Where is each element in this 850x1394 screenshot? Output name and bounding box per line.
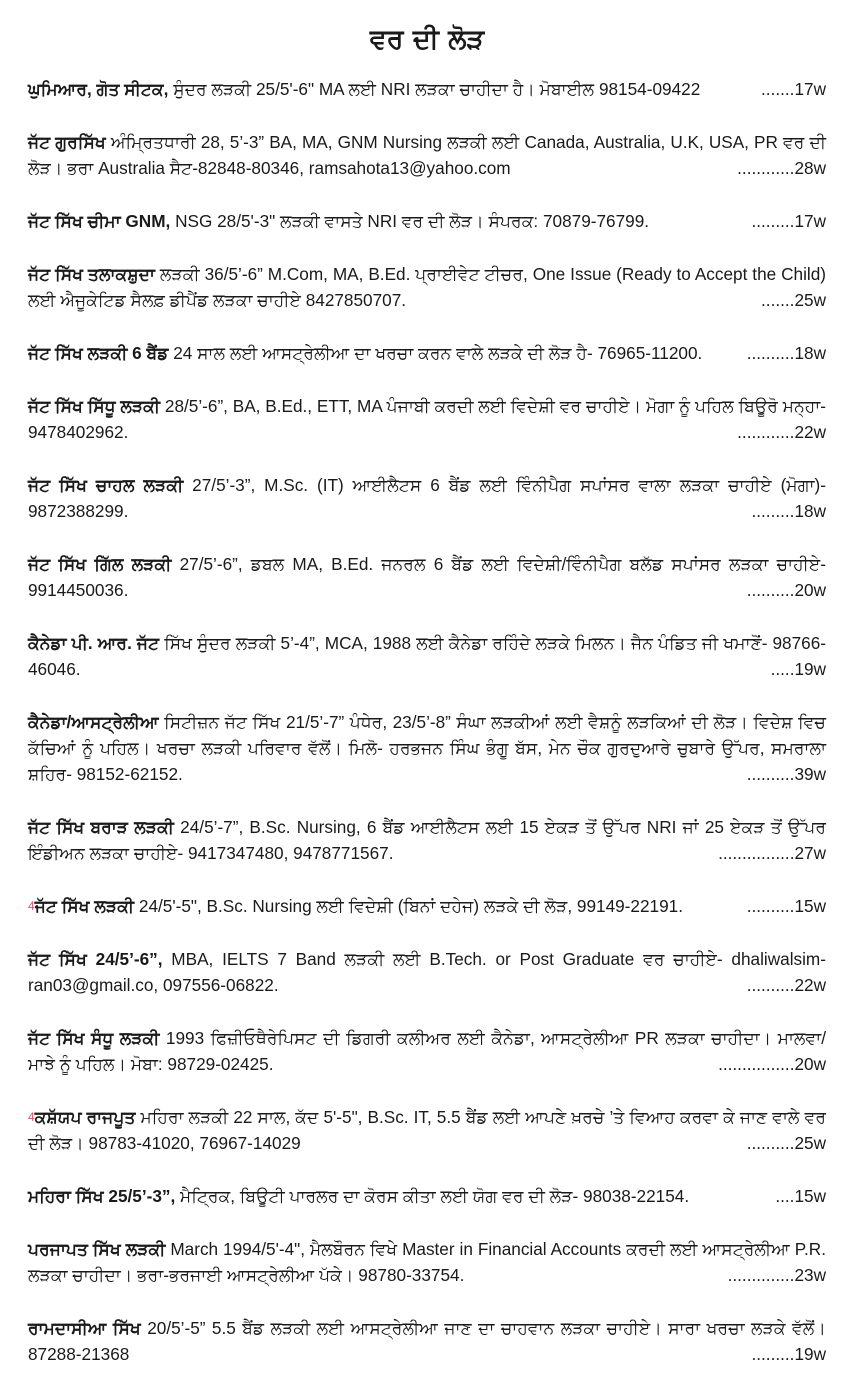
ad-text: ਅੰਮ੍ਰਿਤਧਾਰੀ 28, 5’-3” BA, MA, GNM Nursing ਲੜਕੀ ਲਈ Canada, Australia, U.K, USA, PR ਵਰ ਦੀ ਲੋੜ। ਭਰਾ Australia ਸੈਟ-82848-80346, ramsahota13@yahoo.com [28, 132, 826, 178]
ad-heading: ਕੈਨੇਡਾ ਪੀ. ਆਰ. ਜੱਟ [28, 633, 160, 653]
ad-item [28, 551, 826, 603]
ad-text: 28/5’-6”, BA, B.Ed., ETT, MA ਪੰਜਾਬੀ ਕਰਦੀ ਲਈ ਵਿਦੇਸ਼ੀ ਵਰ ਚਾਹੀਏ। ਮੋਗਾ ਨੂੰ ਪਹਿਲ ਬਿਊਰੋ ਮਨ੍ਹਾ- 9478402962. [28, 396, 826, 442]
ad-heading: ਜੱਟ ਸਿੱਖ ਗਿੱਲ ਲੜਕੀ [28, 554, 172, 574]
ad-text: NSG 28/5'-3" ਲੜਕੀ ਵਾਸਤੇ NRI ਵਰ ਦੀ ਲੋੜ। ਸੰਪਰਕ: 70879-76799. [170, 211, 650, 231]
ad-heading: ਜੱਟ ਸਿੱਖ ਲੜਕੀ [34, 896, 135, 916]
ad-reference: ............22w [737, 422, 826, 442]
ad-reference: .........19w [751, 1344, 826, 1364]
ad-text: MBA, IELTS 7 Band ਲੜਕੀ ਲਈ B.Tech. or Post Graduate ਵਰ ਚਾਹੀਏ- dhaliwalsim-ran03@gmail.co, 097556-06822. [28, 949, 826, 995]
ad-text: 1993 ਫਿਜ਼ੀਓਥੈਰੇਪਿਸਟ ਦੀ ਡਿਗਰੀ ਕਲੀਅਰ ਲਈ ਕੈਨੇਡਾ, ਆਸਟ੍ਰੇਲੀਆ PR ਲੜਕਾ ਚਾਹੀਦਾ। ਮਾਲਵਾ/ਮਾਝੇ ਨੂੰ ਪਹਿਲ। ਮੋਬਾ: 98729-02425. [28, 1028, 826, 1074]
ad-item [28, 472, 826, 524]
ad-reference: ..........15w [746, 896, 826, 916]
ad-text: March 1994/5'-4", ਮੈਲਬੌਰਨ ਵਿਖੇ Master in Financial Accounts ਕਰਦੀ ਲਈ ਆਸਟ੍ਰੇਲੀਆ P.R. ਲੜਕਾ ਚਾਹੀਦਾ। ਭਰਾ-ਭਰਜਾਈ ਆਸਟ੍ਰੇਲੀਆ ਪੱਕੇ। 98780-33754. [28, 1239, 826, 1285]
ad-reference: .......25w [761, 290, 826, 310]
ad-reference: ................20w [718, 1054, 826, 1074]
ad-reference: ............28w [737, 158, 826, 178]
ad-reference: ..............23w [727, 1265, 826, 1285]
ad-heading: ਜੱਟ ਸਿੱਖ ਤਲਾਕਸ਼ੁਦਾ [28, 264, 155, 284]
ad-reference: .........17w [751, 211, 826, 231]
ad-heading: ਜੱਟ ਸਿੱਖ ਸਿੱਧੂ ਲੜਕੀ [28, 396, 161, 416]
ad-text: ਸਿਟੀਜ਼ਨ ਜੱਟ ਸਿੱਖ 21/5’-7” ਪੰਧੇਰ, 23/5’-8” ਸੰਘਾ ਲੜਕੀਆਂ ਲਈ ਵੈਸ਼ਨੂੰ ਲੜਕਿਆਂ ਦੀ ਲੋੜ। ਵਿਦੇਸ਼ ਵਿਚ ਕੱਚਿਆਂ ਨੂੰ ਪਹਿਲ। ਖਰਚਾ ਲੜਕੀ ਪਰਿਵਾਰ ਵੱਲੋਂ। ਮਿਲੋ- ਹਰਭਜਨ ਸਿੰਘ ਭੰਗੂ ਬੱਸ, ਮੇਨ ਚੌਕ ਗੁਰਦੁਆਰੇ ਚੁਬਾਰੇ ਉੱਪਰ, ਸਮਰਾਲਾ ਸ਼ਹਿਰ- 98152-62152. [28, 712, 826, 784]
ad-text: 24/5’-7”, B.Sc. Nursing, 6 ਬੈਂਡ ਆਈਲੈਟਸ ਲਈ 15 ਏਕੜ ਤੋਂ ਉੱਪਰ NRI ਜਾਂ 25 ਏਕੜ ਤੋਂ ਉੱਪਰ ਇੰਡੀਅਨ ਲੜਕਾ ਚਾਹੀਏ- 9417347480, 9478771567. [28, 817, 827, 863]
ad-item [28, 340, 826, 366]
ad-text: ਸਿੱਖ ਸੁੰਦਰ ਲੜਕੀ 5’-4”, MCA, 1988 ਲਈ ਕੈਨੇਡਾ ਰਹਿੰਦੇ ਲੜਕੇ ਮਿਲਨ। ਜੈਨ ਪੰਡਿਤ ਜੀ ਖਮਾਣੋਂ- 98766-46046. [28, 633, 826, 679]
ad-heading: ਜੱਟ ਗੁਰਸਿੱਖ [28, 132, 106, 152]
ad-heading: ਜੱਟ ਸਿੱਖ ਚਾਹਲ ਲੜਕੀ [28, 475, 184, 495]
ad-heading: ਜੱਟ ਸਿੱਖ ਚੀਮਾ GNM, [28, 211, 171, 231]
ad-text: 27/5’-6”, ਡਬਲ MA, B.Ed. ਜਨਰਲ 6 ਬੈਂਡ ਲਈ ਵਿਦੇਸ਼ੀ/ਵਿੰਨੀਪੈਗ ਬਲੱਡ ਸਪਾਂਸਰ ਲੜਕਾ ਚਾਹੀਏ- 9914450036. [28, 554, 826, 600]
ad-marker: 4 [28, 1110, 35, 1124]
ad-heading: ਜੱਟ ਸਿੱਖ ਸੰਧੂ ਲੜਕੀ [28, 1028, 160, 1048]
ad-item [28, 814, 826, 866]
ad-text: 24/5'-5", B.Sc. Nursing ਲਈ ਵਿਦੇਸ਼ੀ (ਬਿਨਾਂ ਦਹੇਜ) ਲੜਕੇ ਦੀ ਲੋੜ, 99149-22191. [134, 896, 683, 916]
ad-text: 20/5’-5” 5.5 ਬੈਂਡ ਲੜਕੀ ਲਈ ਆਸਟ੍ਰੇਲੀਆ ਜਾਣ ਦਾ ਚਾਹਵਾਨ ਲੜਕਾ ਚਾਹੀਏ। ਸਾਰਾ ਖਰਚਾ ਲੜਕੇ ਵੱਲੋਂ। 87288-21368 [28, 1318, 826, 1364]
ad-item [28, 709, 826, 787]
ad-heading: ਕੈਨੇਡਾ/ਆਸਟ੍ਰੇਲੀਆ [28, 712, 159, 732]
ad-heading: ਜੱਟ ਸਿੱਖ 24/5’-6”, [28, 949, 163, 969]
ad-item [28, 76, 826, 102]
ad-item [28, 393, 826, 445]
ad-item [28, 1183, 826, 1209]
ad-text: ਮਹਿਰਾ ਲੜਕੀ 22 ਸਾਲ, ਕੱਦ 5'-5", B.Sc. IT, 5.5 ਬੈਂਡ ਲਈ ਆਪਣੇ ਖ਼ਰਚੇ ’ਤੇ ਵਿਆਹ ਕਰਵਾ ਕੇ ਜਾਣ ਵਾਲੇ ਵਰ ਦੀ ਲੋੜ। 98783-41020, 76967-14029 [28, 1107, 827, 1153]
ad-reference: ..........18w [746, 343, 826, 363]
ad-reference: ................27w [718, 843, 826, 863]
ad-reference: ..........20w [746, 580, 826, 600]
ad-reference: ....15w [775, 1186, 826, 1206]
ad-text: 27/5’-3”, M.Sc. (IT) ਆਈਲੈਟਸ 6 ਬੈਂਡ ਲਈ ਵਿੰਨੀਪੈਗ ਸਪਾਂਸਰ ਵਾਲਾ ਲੜਕਾ ਚਾਹੀਏ (ਮੋਗਾ)- 9872388299. [28, 475, 827, 521]
ad-reference: ..........22w [746, 975, 826, 995]
ad-item [28, 261, 826, 313]
ad-reference: .......17w [761, 79, 826, 99]
page-title: ਵਰ ਦੀ ਲੋੜ [369, 24, 485, 55]
ad-item [28, 1104, 826, 1156]
ad-heading: ਕਸ਼ੱਯਪ ਰਾਜਪੂਤ [34, 1107, 136, 1127]
ad-reference: ..........39w [746, 764, 826, 784]
ad-heading: ਘੁਮਿਆਰ, ਗੋਤ ਸੀਟਕ, [28, 79, 169, 99]
ad-heading: ਮਹਿਰਾ ਸਿੱਖ 25/5’-3”, [28, 1186, 176, 1206]
ad-item [28, 129, 826, 181]
ad-item [28, 208, 826, 234]
ad-item [28, 630, 826, 682]
ad-heading: ਰਾਮਦਾਸੀਆ ਸਿੱਖ [28, 1318, 141, 1338]
ad-text: 24 ਸਾਲ ਲਈ ਆਸਟ੍ਰੇਲੀਆ ਦਾ ਖਰਚਾ ਕਰਨ ਵਾਲੇ ਲੜਕੇ ਦੀ ਲੋੜ ਹੈ- 76965-11200. [168, 343, 703, 363]
ad-heading: ਜੱਟ ਸਿੱਖ ਲੜਕੀ 6 ਬੈਂਡ [28, 343, 169, 363]
ad-heading: ਜੱਟ ਸਿੱਖ ਬਰਾੜ ਲੜਕੀ [28, 817, 174, 837]
ad-text: ਮੈਟ੍ਰਿਕ, ਬਿਊਟੀ ਪਾਰਲਰ ਦਾ ਕੋਰਸ ਕੀਤਾ ਲਈ ਯੋਗ ਵਰ ਦੀ ਲੋੜ- 98038-22154. [175, 1186, 690, 1206]
ad-item [28, 1315, 826, 1367]
ad-item [28, 946, 826, 998]
ad-text: ਸੁੰਦਰ ਲੜਕੀ 25/5'-6" MA ਲਈ NRI ਲੜਕਾ ਚਾਹੀਦਾ ਹੈ। ਮੋਬਾਈਲ 98154-09422 [168, 79, 701, 99]
ad-reference: ..........25w [746, 1133, 826, 1153]
ad-reference: .....19w [770, 659, 826, 679]
classifieds-page [28, 0, 826, 1394]
ad-item [28, 1025, 826, 1077]
ad-heading: ਪਰਜਾਪਤ ਸਿੱਖ ਲੜਕੀ [28, 1239, 166, 1259]
ad-reference: .........18w [751, 501, 826, 521]
ad-item [28, 1236, 826, 1288]
ad-text: ਲੜਕੀ 36/5’-6” M.Com, MA, B.Ed. ਪ੍ਰਾਈਵੇਟ ਟੀਚਰ, One Issue (Ready to Accept the Child) ਲਈ ਐਜੂਕੇਟਿਡ ਸੈਲਫ਼ ਡੀਪੈਂਡ ਲੜਕਾ ਚਾਹੀਏ 8427850707. [28, 264, 826, 310]
ad-list [28, 76, 826, 1367]
ad-marker: 4 [28, 899, 35, 913]
ad-item [28, 893, 826, 919]
